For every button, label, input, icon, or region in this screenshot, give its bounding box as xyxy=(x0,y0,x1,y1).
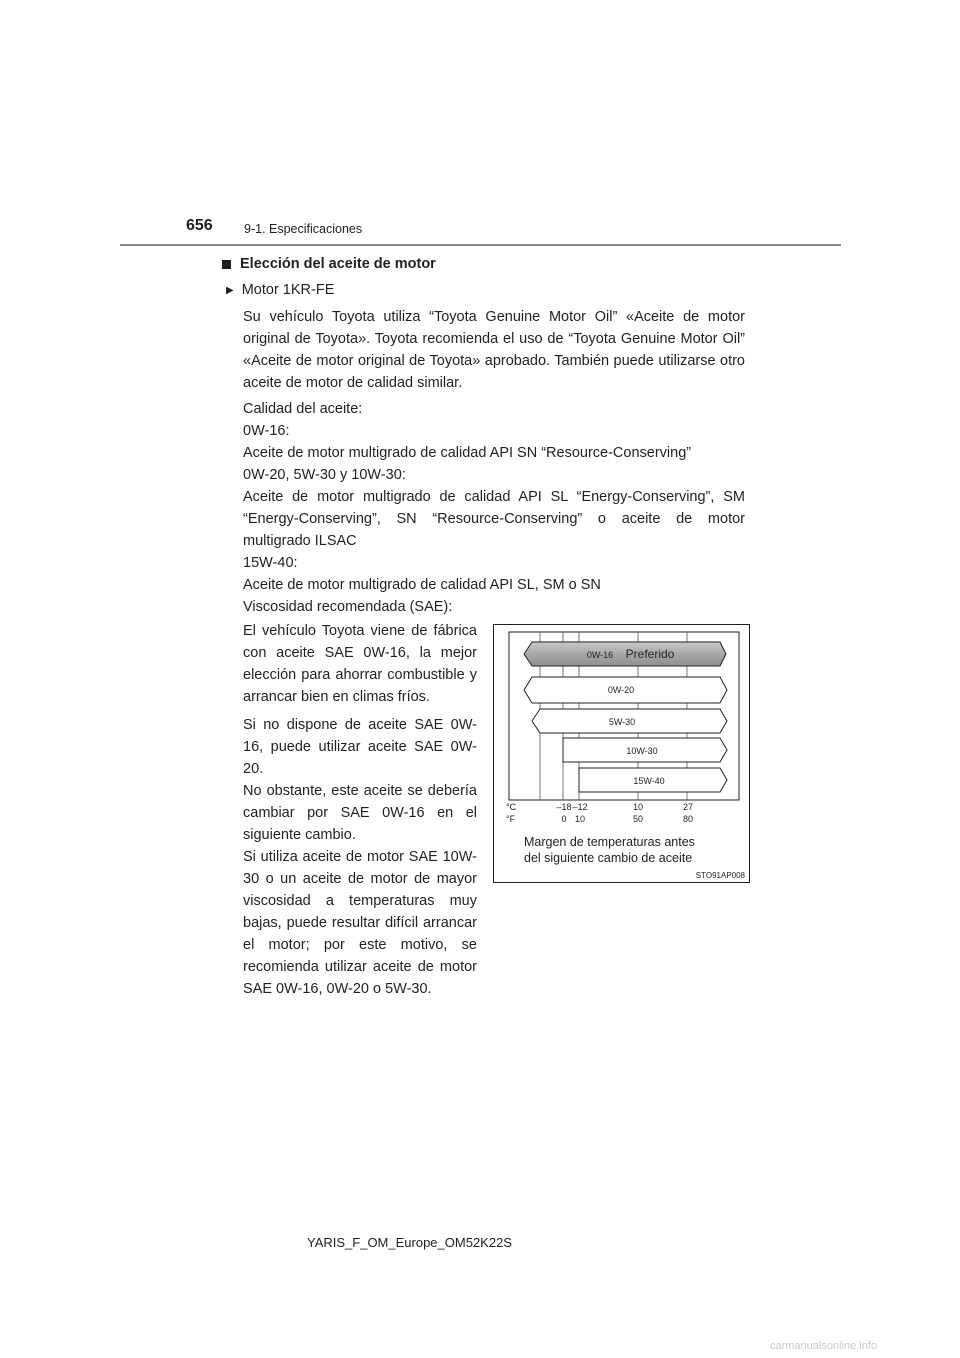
bar-label-5w30: 5W-30 xyxy=(608,717,636,727)
figure-code: STO91AP008 xyxy=(695,871,745,880)
change-note-text: No obstante, este aceite se debería cambiar por SAE 0W-16 en el siguiente cambio. xyxy=(243,783,477,843)
grade-name: 15W-40: xyxy=(243,555,298,571)
footer-doc-id: YARIS_F_OM_Europe_OM52K22S xyxy=(307,1235,512,1250)
intro-paragraph xyxy=(243,306,745,394)
bar-label-10w30: 10W-30 xyxy=(626,746,658,756)
caption-line-2: del siguiente cambio de aceite xyxy=(524,851,693,865)
celsius-unit: °C xyxy=(506,802,517,812)
alt-oil-text: Si no dispone de aceite SAE 0W-16, puede utilizar aceite SAE 0W-20. xyxy=(243,717,477,777)
tick-f: 50 xyxy=(632,814,644,824)
grade-name: 0W-20, 5W-30 y 10W-30: xyxy=(243,467,406,483)
tick-c: 27 xyxy=(682,802,694,812)
bar-label-0w20: 0W-20 xyxy=(607,685,635,695)
viscosity-label-text: Viscosidad recomendada (SAE): xyxy=(243,599,453,615)
viscosity-notes xyxy=(243,620,477,1000)
engine-subheading xyxy=(226,282,334,298)
oil-quality-label xyxy=(243,398,745,420)
grade-name: 0W-16: xyxy=(243,423,290,439)
intro-text: Su vehículo Toyota utiliza “Toyota Genuine Motor Oil” «Aceite de motor original de Toyota». Toyota recomienda el uso de “Toyota Genuine Motor Oil” «Aceite de motor original de Toyota» aprobado. También puede utilizarse otro aceite de motor de calidad similar. xyxy=(243,309,745,391)
heading-text: Elección del aceite de motor xyxy=(240,256,436,272)
grade-desc: Aceite de motor multigrado de calidad API SL, SM o SN xyxy=(243,577,601,593)
section-heading xyxy=(222,256,436,272)
factory-oil-paragraph: El vehículo Toyota viene de fábrica con aceite SAE 0W-16, la mejor elección para ahorrar combustible y arrancar bien en climas fríos. xyxy=(243,623,477,705)
header-divider xyxy=(120,244,841,246)
bar-label-15w40: 15W-40 xyxy=(633,776,665,786)
caption-line-1: Margen de temperaturas antes xyxy=(524,835,695,849)
watermark: carmanualsonline.info xyxy=(770,1340,878,1352)
tick-c: –12 xyxy=(572,802,588,812)
subheading-text: Motor 1KR-FE xyxy=(241,282,335,298)
tick-c: –18 xyxy=(556,802,572,812)
preferred-label: Preferido xyxy=(625,647,675,661)
oil-grades-list xyxy=(243,420,745,596)
alternative-oil-paragraph xyxy=(243,714,477,1000)
tick-c: 10 xyxy=(632,802,644,812)
tick-f: 0 xyxy=(561,814,567,824)
viscosity-label xyxy=(243,596,745,618)
quality-label-text: Calidad del aceite: xyxy=(243,401,363,417)
viscosity-chart-graphic xyxy=(494,625,749,882)
grade-desc: Aceite de motor multigrado de calidad API SL “Energy-Conserving”, SM “Energy-Conserving”, SN “Resource-Conserving” o aceite de motor multigrado ILSAC xyxy=(243,489,745,549)
bar-label-0w16: 0W-16 xyxy=(586,650,614,660)
tick-f: 10 xyxy=(574,814,586,824)
triangle-bullet-icon: ▶ xyxy=(226,284,234,296)
section-title: 9-1. Especificaciones xyxy=(244,222,363,236)
cold-start-warning-text: Si utiliza aceite de motor SAE 10W-30 o un aceite de motor de mayor viscosidad a temperaturas muy bajas, puede resultar difícil arrancar el motor; por este motivo, se recomienda utilizar aceite de motor SAE 0W-16, 0W-20 o 5W-30. xyxy=(243,849,477,997)
fahrenheit-unit: °F xyxy=(506,814,516,824)
square-bullet-icon xyxy=(222,260,231,269)
grade-desc: Aceite de motor multigrado de calidad API SN “Resource-Conserving” xyxy=(243,445,692,461)
tick-f: 80 xyxy=(682,814,694,824)
viscosity-chart xyxy=(493,624,750,883)
page-number: 656 xyxy=(186,217,213,234)
